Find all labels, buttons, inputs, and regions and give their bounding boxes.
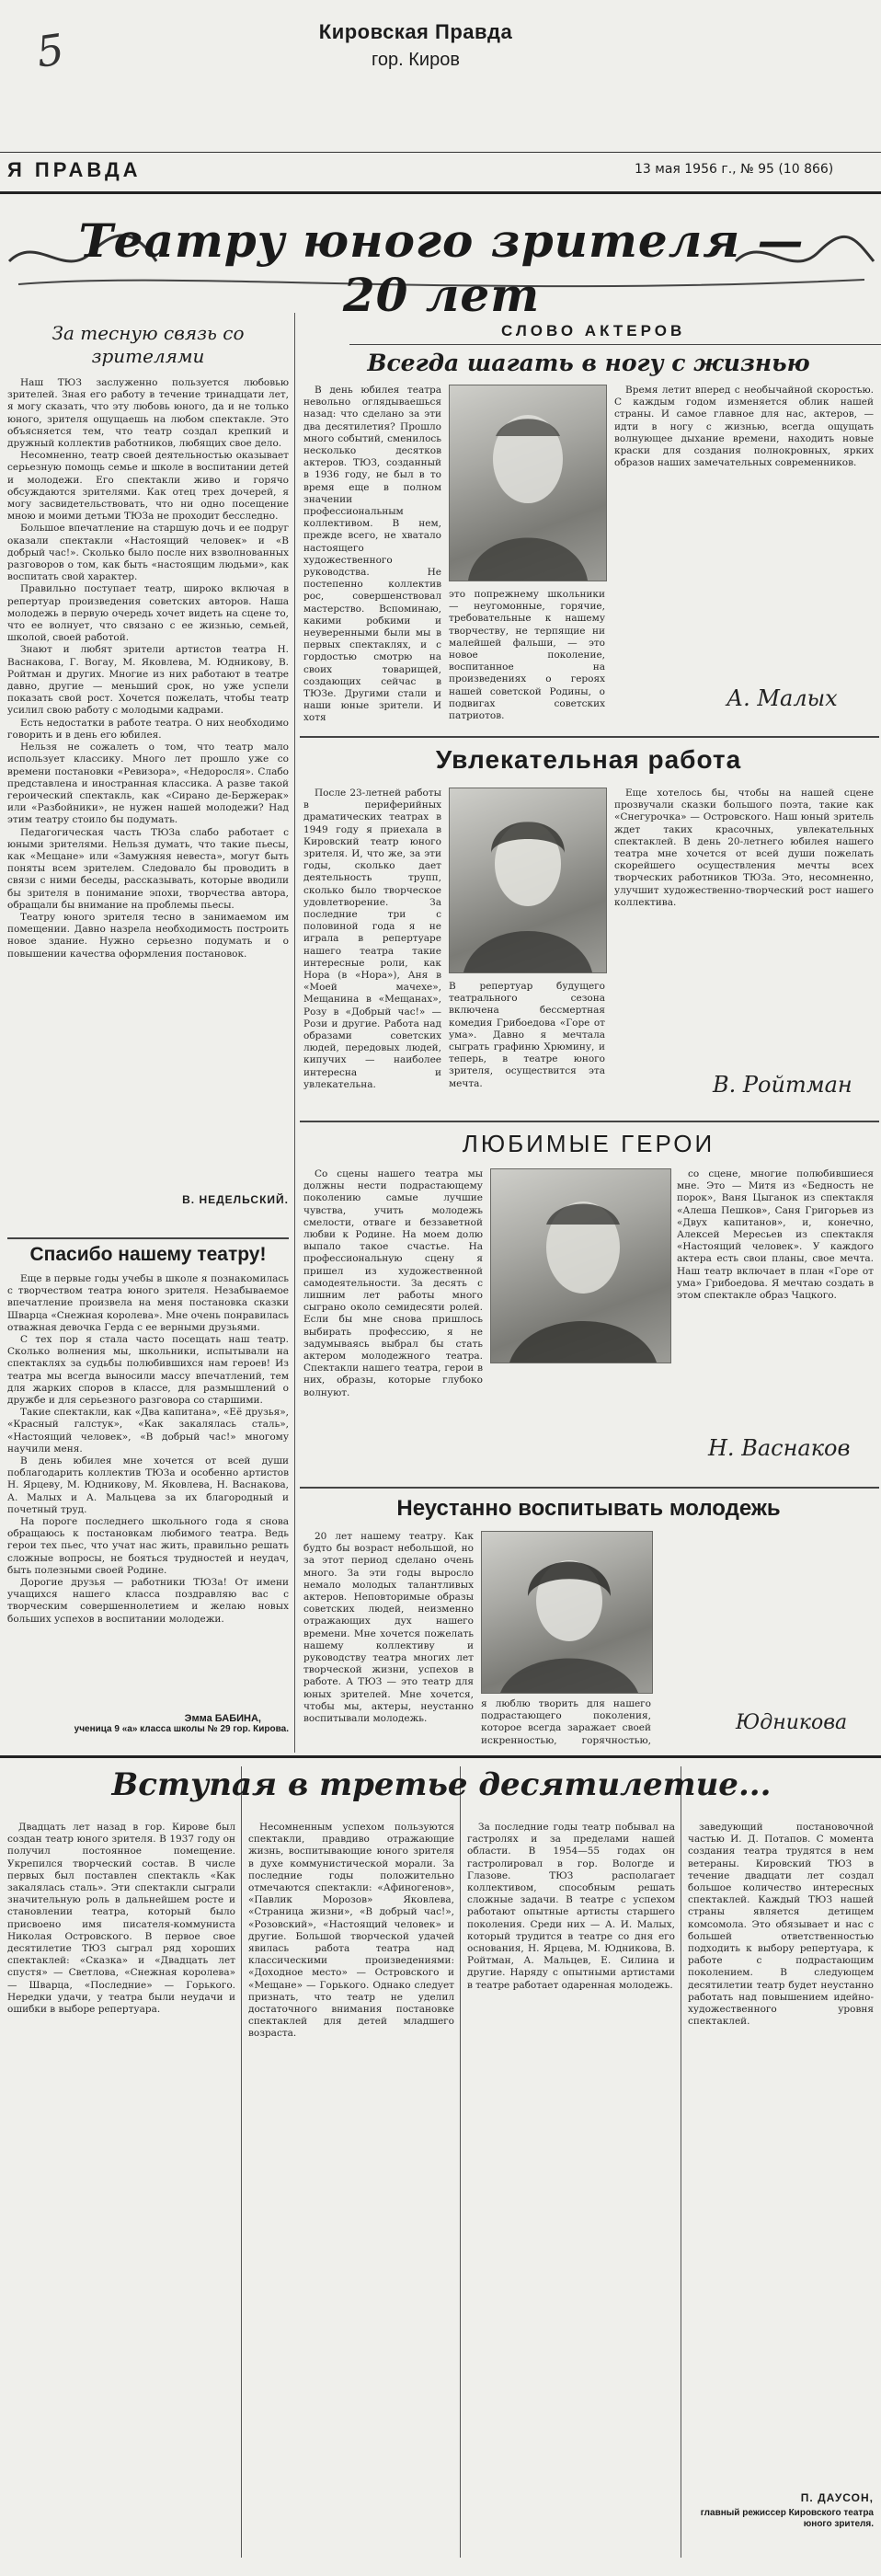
clipping-label — [267, 20, 653, 103]
actor-photo-roitman — [449, 788, 607, 973]
handwritten-number: 5 — [33, 24, 67, 77]
third-col3: За последние годы театр побывал на гастролях и за пределами нашей области. В 1954—55 годах он гастролировал в гор. Вологде и Глазове. ТЮЗ располагает коллективом, способным решать сложные задачи. В театре с успехом работают опытные артисты старшего поколения. Среди них — А. И. Малых, который трудится в театре со дня его основания, Н. Ярцева, М. Юдникова, В. Ройтман, А. Мальцев, Е. Силина и другие. Наряду с опытными артистами в театре работает одаренная молодежь. — [467, 1822, 675, 1991]
masthead-left: Я ПРАВДА — [7, 158, 142, 181]
actor-photo-malykh — [449, 385, 607, 581]
always-title: Всегда шагать в ногу с жизнью — [367, 350, 810, 376]
heroes-col2: со сцене, многие полюбившиеся мне. Это — Митя из «Бедность не порок», Ваня Цыганок из спектакля «Алеша Пешков», Саня Григорьев из «Двух капитанов», и, конечно, Алексей Мересьев из спектакля «Настоящий человек». У каждого актера есть свои планы, свое мечта. Наш театр включает в план «Горе от ума» Грибоедова. Я мечтаю создать в этом спектакле образ Чацкого. — [677, 1168, 874, 1302]
always-col2: это попрежнему школьники — неугомонные, горячие, требовательные к нашему творчеству, не терпящие ни малейшей фальши, — это новое поколение, воспитанное на произведениях о героях нашей советской Родины, о подвигах советских патриотов. — [449, 589, 605, 722]
paragraph: С тех пор я стала часто посещать наш театр. Сколько волнения мы, школьники, испытывали на спектаклях за судьбы полюбившихся нам героев! Из театра мы всегда выносили массу впечатлений, тем для жарких споров в классе, для размышлений о дружбе и для серьезного разговора со старшими. — [7, 1334, 289, 1407]
third-author-role: главный режиссер Кировского театра юного зрителя. — [700, 2508, 874, 2529]
work-col1: После 23-летней работы в периферийных драматических театрах в 1949 году я приехала в Кировский театр юного зрителя. И, что же, за эти годы, сколько дает деятельность трупп, сколько было творческое удовлетворение. За последние три с половиной года я не играла в репертуаре нашего театра такие интересные роли, как Нора (в «Нора»), Аня в «Моей мачехе», Мещанина в «Мещанах», Розу в «Добрый час!» — Рози и другие. Работа над образами советских людей, передовых людей, кипучих — наиболее интересна и увлекательна. — [303, 788, 441, 1090]
work-col2: В репертуар будущего театрального сезона включена бессмертная комедия Грибоедова «Горе от ума». Давно я мечтала сыграть графиню Хрюмину, и теперь, в театре юного зрителя, осуществится эта мечта. — [449, 981, 605, 1089]
third-col1: Двадцать лет назад в гор. Кирове был создан театр юного зрителя. В 1937 году он получил постоянное помещение. Укрепился творческий состав. В числе первых был поставлен спектакль «Как закалялась сталь». Эти спектакли сыграли значительную роль в дальнейшем росте и становлении театра, который было присвоено имя писателя-коммуниста Николая Островского. В первое свое десятилетие ТЮЗ сыграл ряд хороших спектаклей: «Сказка» и «Двадцать лет спустя» — Светлова, «Снежная королева» — Шварца, «Последние» — Горького. Нередки удачи, у театра были неудачи и ошибки в выборе репертуара. — [7, 1822, 235, 2016]
sep-heroes — [300, 1487, 879, 1489]
paragraph: Наш ТЮЗ заслуженно пользуется любовью зрителей. Зная его работу в течение тринадцати лет, я могу сказать, что эту любовь юного, да и не только юного, зрителя ощущаешь на любом спектакле. Это объясняется тем, что театр создал крепкий и дружный коллектив работников, любящих свое дело. — [7, 377, 289, 450]
close-contact-author: В. НЕДЕЛЬСКИЙ. — [182, 1193, 289, 1206]
paragraph: Правильно поступает театр, широко включая в репертуар произведения советских авторов. Наша молодежь в первую очередь хочет видеть на сцене то, что ее волнует, что связано с ее жизнью, семьей, школой, своей работой. — [7, 583, 289, 644]
bottom-rule — [0, 1755, 881, 1758]
third-author: П. ДАУСОН, — [800, 2491, 874, 2504]
banner-title: Театру юного зрителя — 20 лет — [78, 213, 805, 322]
always-col1: В день юбилея театра невольно оглядываешься назад: что сделано за эти два десятилетия? Прошло много событий, сменилось несколько десятков актеров. ТЮЗ, созданный в 1936 году, не был в то время еще в полном значении профессиональным коллективом. В нем, прежде всего, не хватало настоящего художественного руководства. Не постепенно коллектив рос, совершенствовал мастерство. Вспоминаю, какими робкими и неуверенными были мы в первых спектаклях, и с гордостью смотрю на своих товарищей, создающих сейчас в ТЮЗе. Другими стали и наши юные зрители. И хотя — [303, 385, 441, 724]
paragraph: Дорогие друзья — работники ТЮЗа! От имени учащихся нашего класса поздравляю вас с творческим совершеннолетием и желаю новых больших успехов в воспитании молодежи. — [7, 1577, 289, 1625]
youth-col1: 20 лет нашему театру. Как будто бы возраст небольшой, но за этот период сделано очень много. За эти годы выросло немало молодых талантливых актеров. Неповторимые образы советских людей, неизменно отражающих дух нашего времени. Мне хочется пожелать нашему коллективу и руководству театра многих лет творческой жизни, успехов в работе. А ТЮЗ — это театр для юных зрителей. Мне хочется, чтобы мы, актеры, неустанно воспитывали молодежь. — [303, 1531, 474, 1725]
thanks-title: Спасибо нашему театру! — [29, 1244, 267, 1265]
close-contact-article — [7, 322, 289, 1233]
paragraph: Театру юного зрителя тесно в занимаемом им помещении. Давно назрела необходимость построить новое здание. Нужно серьезно подумать и о повышении качества оформления постановок. — [7, 911, 289, 960]
clipping-subtitle: гор. Киров — [372, 50, 460, 70]
youth-title: Неустанно воспитывать молодежь — [396, 1496, 781, 1521]
heroes-title: ЛЮБИМЫЕ ГЕРОИ — [462, 1130, 715, 1157]
actor-photo-yudnikova — [481, 1531, 653, 1694]
third-col4: заведующий постановочной частью И. Д. Потапов. С момента создания театра трудятся в нем ветераны. Кировский ТЮЗ в течение двадцати лет создал большое количество интересных спектаклей. Каждый ТЮЗ нашей страны является детищем комсомола. Это обязывает и нас с большей ответственностью подходить к выбору репертуара, к работе с подрастающим поколением. В следующем десятилетии театр будет неустанно работать над повышением идейно-художественного уровня спектаклей. — [688, 1822, 874, 2028]
rubric-rule — [349, 344, 881, 345]
paragraph: Большое впечатление на старшую дочь и ее подруг оказали спектакли «Настоящий человек» и «В добрый час!». Сколько было после них взволнованных разговоров о том, как быть «настоящим людьми», как воспитать свой характер. — [7, 523, 289, 583]
paragraph: Несомненно, театр своей деятельностью оказывает серьезную помощь семье и школе в воспитании детей и молодежи. Его спектакли живо и горячо обсуждаются зрителями. Как отец трех дочерей, я могу засвидетельствовать, что ни одно посещение мною и моими детьми ТЮЗа не проходит бесследно. — [7, 450, 289, 523]
masthead-right: 13 мая 1956 г., № 95 (10 866) — [635, 162, 834, 177]
paragraph: Есть недостатки в работе театра. О них необходимо говорить и в день его юбилея. — [7, 717, 289, 741]
heroes-signature: Н. Васнаков — [708, 1435, 851, 1461]
actor-photo-vasnakov — [490, 1168, 671, 1363]
clipping-title: Кировская Правда — [318, 20, 513, 43]
paragraph: Такие спектакли, как «Два капитана», «Её друзья», «Красный галстук», «Как закалялась сталь», «Настоящий человек», «В добрый час!» многому научили меня. — [7, 1407, 289, 1455]
thanks-text — [7, 1273, 289, 1713]
always-col3: Время летит вперед с необычайной скоростью. С каждым годом изменяется облик нашей страны. И самое главное для нас, актеров, — идти в ногу с жизнью, всегда ощущать волнующее дыхание времени, находить новые краски для создания полнокровных, ярких образов наших замечательных современников. — [614, 385, 874, 469]
youth-signature: Юдникова — [736, 1711, 848, 1734]
paragraph: На пороге последнего школьного года я снова обращаюсь к постановкам любимого театра. Ведь герои тех пьес, что учат нас жить, правильно решать сложные вопросы, не бояться трудностей и неудач, быть полезными своей Родине. — [7, 1516, 289, 1576]
masthead-rule — [0, 191, 881, 194]
third-title: Вступая в третье десятилетие... — [111, 1766, 772, 1803]
thanks-article — [7, 1244, 289, 1745]
thanks-author-school: ученица 9 «а» класса школы № 29 гор. Кирова. — [74, 1724, 289, 1734]
masthead-rule-top — [0, 152, 881, 153]
close-contact-text — [7, 377, 289, 1191]
heroes-col1: Со сцены нашего театра мы должны нести подрастающему поколению самые лучшие чувства, учить молодежь смелости, отваге и беззаветной любви к Родине. На моем долю выпало такое счастье. На профессиональную сцену я пришел из художественной самодеятельности. За десять с лишним лет работы много сыграно около семидесяти ролей. Если бы мне снова пришлось выбирать профессию, я не задумываясь выбрал бы стать актером молодежного театра. Спектакли нашего театра, герои в них, образы, которые глубоко волнуют. — [303, 1168, 483, 1398]
youth-col2: я люблю творить для нашего подрастающего поколения, которое всегда заражает своей искренностью, горячностью, — [481, 1698, 651, 1746]
banner — [0, 197, 881, 322]
sep-always — [300, 736, 879, 738]
rubric: СЛОВО АКТЕРОВ — [501, 322, 686, 339]
sep-work — [300, 1121, 879, 1122]
paragraph: В день юбилея мне хочется от всей души поблагодарить коллектив ТЮЗа и особенно артистов Н. Ярцеву, М. Юдникову, М. Яковлева, Н. Васнакова, А. Малых и А. Мальцева за их благородный и почетный труд. — [7, 1455, 289, 1515]
paragraph: Педагогическая часть ТЮЗа слабо работает с юными зрителями. Нельзя думать, что такие пьесы, как «Мещане» или «Замужняя невеста», могут быть поняты всем зрителем. Следовало бы проводить в связи с ними беседы, рассказывать, которые вводили бы зрителя в понимание эпохи, творчества автора, обращали бы внимание на проблемы пьесы. — [7, 826, 289, 911]
paragraph: Еще в первые годы учебы в школе я познакомилась с творчеством театра юного зрителя. Незабываемое впечатление произвела на меня постановка сказки Шварца «Снежная королева». Мне очень понравилась отважная девочка Герда с ее верными друзьями. — [7, 1273, 289, 1333]
col-divider-main — [294, 313, 295, 1753]
always-signature: А. Малых — [727, 685, 838, 711]
close-contact-title: За тесную связь со зрителями — [51, 322, 245, 367]
work-title: Увлекательная работа — [435, 745, 742, 774]
paragraph: Нельзя не сожалеть о том, что театр мало использует классику. Много лет прошло уже со времени постановки «Ревизора», «Недоросля». Слабо представлена и иностранная классика. А разве такой героический спектакль, как «Сирано де-Бержерак» или «Разбойники», не нужен нашей молодежи? Над этим театру стоило бы подумать. — [7, 742, 289, 826]
thanks-author: Эмма БАБИНА, — [184, 1713, 261, 1724]
left-separator — [7, 1237, 289, 1239]
work-col3: Еще хотелось бы, чтобы на нашей сцене прозвучали сказки большого поэта, такие как «Снегурочка» — Островского. Наш юный зритель ждет таких красочных, увлекательных спектаклей. В день 20-летнего юбилея нашего театра мне хочется от всей души пожелать скорейшего осуществления мечты всех творческих работников ТЮЗа. Это, несомненно, улучшит художественно-творческий рост нашего коллектива. — [614, 788, 874, 908]
paragraph: Знают и любят зрители артистов театра Н. Васнакова, Г. Вогау, М. Яковлева, М. Юдникову, В. Ройтман и других. Многие из них работают в театре давно, другие — меньший срок, но уже успели показать свой рост. Хочется пожелать, чтобы театр усилил свою работу с молодыми кадрами. — [7, 644, 289, 717]
work-signature: В. Ройтман — [713, 1072, 852, 1098]
third-col2: Несомненным успехом пользуются спектакли, правдиво отражающие жизнь, воспитывающие юного зрителя в духе коммунистической морали. За последние годы положительно отмечаются спектакли: «Афиногенов», «Павлик Морозов» Яковлева, «Страница жизни», «В добрый час!», «Розовский», «Настоящий человек» и другие. Большой творческой удачей явилась работа театра над классическими произведениями: «Доходное место» — Островского и «Мещане» — Горького. Однако следует признать, что театр не уделил достаточного внимания постановке спектаклей для детей младшего возраста. — [248, 1822, 454, 2040]
col-divider-1 — [241, 1766, 242, 2558]
col-divider-2 — [460, 1766, 461, 2558]
